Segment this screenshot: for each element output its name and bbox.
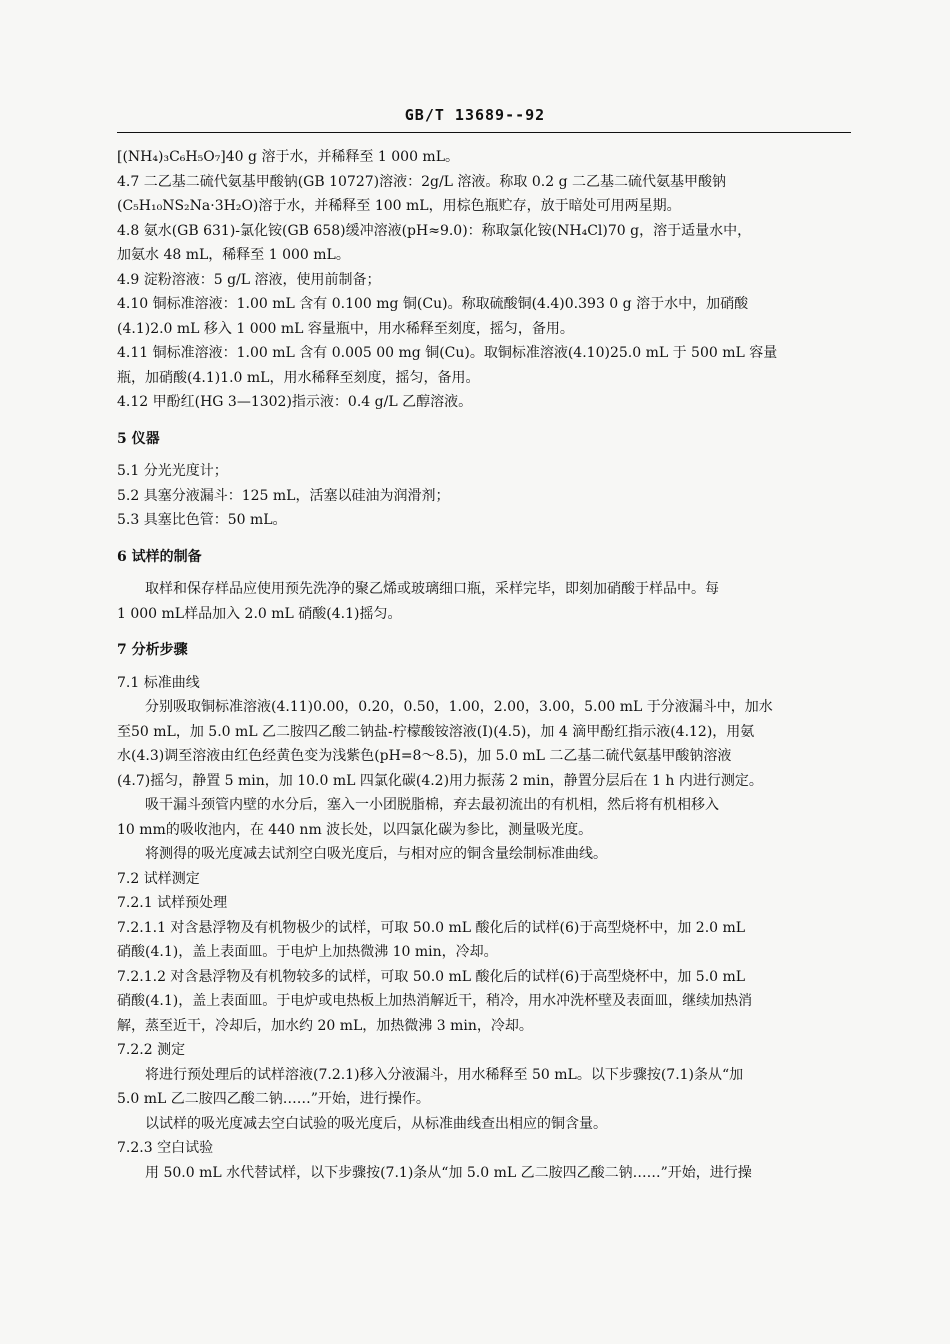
- text-line: 4.8 氨水(GB 631)-氯化铵(GB 658)缓冲溶液(pH≈9.0)：称取氯化铵(NH₄Cl)70 g，溶于适量水中，: [117, 222, 752, 239]
- header-rule: [117, 132, 851, 133]
- text-line: (4.1)2.0 mL 移入 1 000 mL 容量瓶中，用水稀释至刻度，摇匀，备用。: [117, 320, 574, 337]
- text-line: (4.7)摇匀，静置 5 min，加 10.0 mL 四氯化碳(4.2)用力振荡 2 min，静置分层后在 1 h 内进行测定。: [117, 772, 763, 789]
- text-line: 4.11 铜标准溶液：1.00 mL 含有 0.005 00 mg 铜(Cu)。取铜标准溶液(4.10)25.0 mL 于 500 mL 容量: [117, 345, 778, 361]
- list-item: 5.3 具塞比色管：50 mL。: [117, 512, 287, 528]
- subsection-heading: 7.2.1 试样预处理: [117, 895, 228, 911]
- text-line: 解，蒸至近干，冷却后，加水约 20 mL，加热微沸 3 min，冷却。: [117, 1017, 533, 1034]
- subsection-heading: 7.2 试样测定: [117, 870, 200, 887]
- text-line: 将进行预处理后的试样溶液(7.2.1)移入分液漏斗，用水稀释至 50 mL。以下步骤按(7.1)条从“加: [145, 1066, 744, 1083]
- section-heading: 7 分析步骤: [117, 642, 188, 658]
- text-line: 10 mm的吸收池内，在 440 nm 波长处，以四氯化碳为参比，测量吸光度。: [117, 821, 593, 838]
- text-line: 以试样的吸光度减去空白试验的吸光度后，从标准曲线查出相应的铜含量。: [145, 1115, 607, 1132]
- text-line: (C₅H₁₀NS₂Na·3H₂O)溶于水，并稀释至 100 mL，用棕色瓶贮存，放于暗处可用两星期。: [117, 198, 681, 214]
- text-line: 7.2.1.1 对含悬浮物及有机物极少的试样，可取 50.0 mL 酸化后的试样(6)于高型烧杯中，加 2.0 mL: [117, 919, 746, 936]
- text-line: 4.10 铜标准溶液：1.00 mL 含有 0.100 mg 铜(Cu)。称取硫酸铜(4.4)0.393 0 g 溶于水中，加硝酸: [117, 296, 749, 312]
- text-line: 至50 mL，加 5.0 mL 乙二胺四乙酸二钠盐-柠檬酸铵溶液(Ⅰ)(4.5)，加 4 滴甲酚红指示液(4.12)，用氨: [117, 723, 755, 740]
- subsection-heading: 7.2.2 测定: [117, 1042, 186, 1058]
- text-line: 用 50.0 mL 水代替试样，以下步骤按(7.1)条从“加 5.0 mL 乙二胺四乙酸二钠……”开始，进行操: [145, 1164, 752, 1181]
- list-item: 5.1 分光光度计；: [117, 463, 228, 479]
- text-line: 硝酸(4.1)，盖上表面皿。于电炉上加热微沸 10 min，冷却。: [117, 944, 498, 960]
- text-line: 4.12 甲酚红(HG 3—1302)指示液：0.4 g/L 乙醇溶液。: [117, 394, 473, 410]
- list-item: 5.2 具塞分液漏斗：125 mL，活塞以硅油为润滑剂；: [117, 487, 450, 504]
- text-line: 加氨水 48 mL，稀释至 1 000 mL。: [117, 247, 350, 263]
- text-line: 取样和保存样品应使用预先洗净的聚乙烯或玻璃细口瓶，采样完毕，即刻加硝酸于样品中。每: [145, 581, 719, 597]
- section-heading: 6 试样的制备: [117, 548, 202, 565]
- section-heading: 5 仪器: [117, 430, 160, 447]
- text-line: 7.2.1.2 对含悬浮物及有机物较多的试样，可取 50.0 mL 酸化后的试样(6)于高型烧杯中，加 5.0 mL: [117, 968, 746, 985]
- text-line: 吸干漏斗颈管内壁的水分后，塞入一小团脱脂棉，弃去最初流出的有机相，然后将有机相移入: [145, 797, 719, 813]
- text-line: [(NH₄)₃C₆H₅O₇]40 g 溶于水，并稀释至 1 000 mL。: [117, 149, 459, 165]
- text-line: 分别吸取铜标准溶液(4.11)0.00，0.20，0.50，1.00，2.00，3.00，5.00 mL 于分液漏斗中，加水: [145, 699, 773, 715]
- text-line: 5.0 mL 乙二胺四乙酸二钠……”开始，进行操作。: [117, 1091, 430, 1107]
- page-header: GB/T 13689--92: [404, 106, 546, 124]
- text-line: 硝酸(4.1)，盖上表面皿。于电炉或电热板上加热消解近干，稍冷，用水冲洗杯壁及表面皿，继续加热消: [117, 993, 753, 1009]
- subsection-heading: 7.2.3 空白试验: [117, 1140, 214, 1156]
- text-line: 4.7 二乙基二硫代氨基甲酸钠(GB 10727)溶液：2g/L 溶液。称取 0.2 g 二乙基二硫代氨基甲酸钠: [117, 173, 727, 190]
- text-line: 1 000 mL样品加入 2.0 mL 硝酸(4.1)摇匀。: [117, 605, 402, 622]
- text-line: 将测得的吸光度减去试剂空白吸光度后，与相对应的铜含量绘制标准曲线。: [145, 846, 607, 862]
- text-line: 水(4.3)调至溶液由红色经黄色变为浅紫色(pH=8～8.5)，加 5.0 mL 二乙基二硫代氨基甲酸钠溶液: [117, 748, 732, 764]
- document-body: [117, 145, 857, 1185]
- subsection-heading: 7.1 标准曲线: [117, 674, 200, 691]
- text-line: 4.9 淀粉溶液：5 g/L 溶液，使用前制备；: [117, 271, 381, 288]
- text-line: 瓶，加硝酸(4.1)1.0 mL，用水稀释至刻度，摇匀，备用。: [117, 369, 480, 386]
